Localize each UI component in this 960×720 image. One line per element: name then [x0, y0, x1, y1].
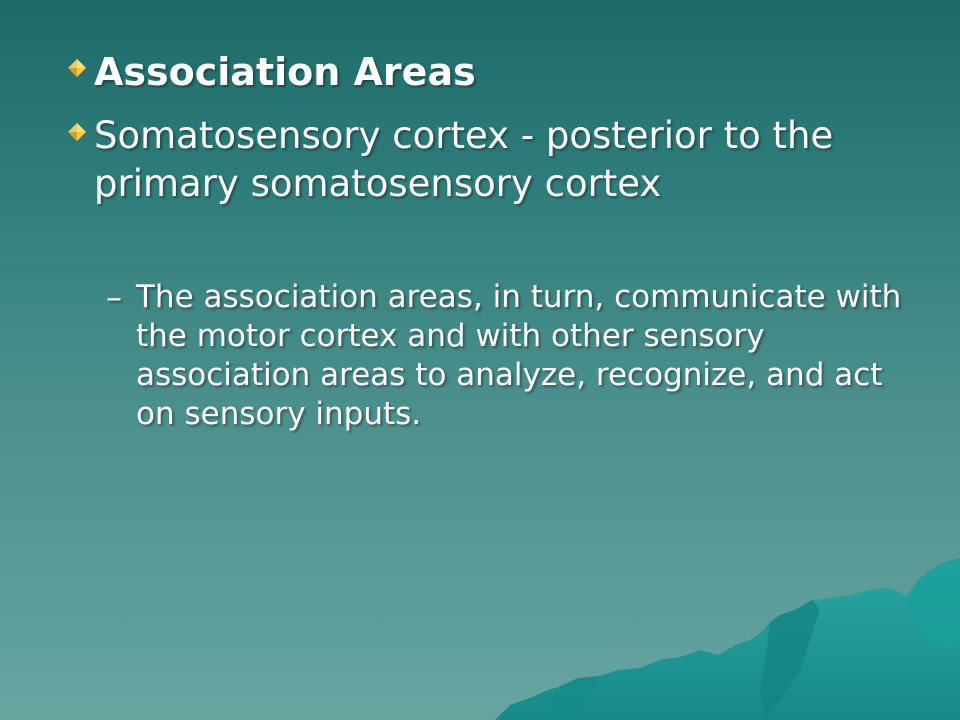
sub-bullet-marker: –: [106, 278, 122, 316]
bullet-association-areas: [60, 48, 476, 96]
diamond-bullet-icon: [60, 48, 94, 88]
bullet-somatosensory-cortex: [60, 112, 894, 208]
sub-bullet-text: The association areas, in turn, communicate with the motor cortex and with other sensory association areas to analyze, recognize, and act on sensory inputs.: [136, 279, 902, 432]
diamond-bullet-icon: [60, 112, 94, 152]
sub-bullet-association-areas: [106, 278, 926, 434]
bullet-text: Somatosensory cortex - posterior to the primary somatosensory cortex: [94, 114, 834, 205]
bullet-text: Association Areas: [94, 50, 476, 94]
